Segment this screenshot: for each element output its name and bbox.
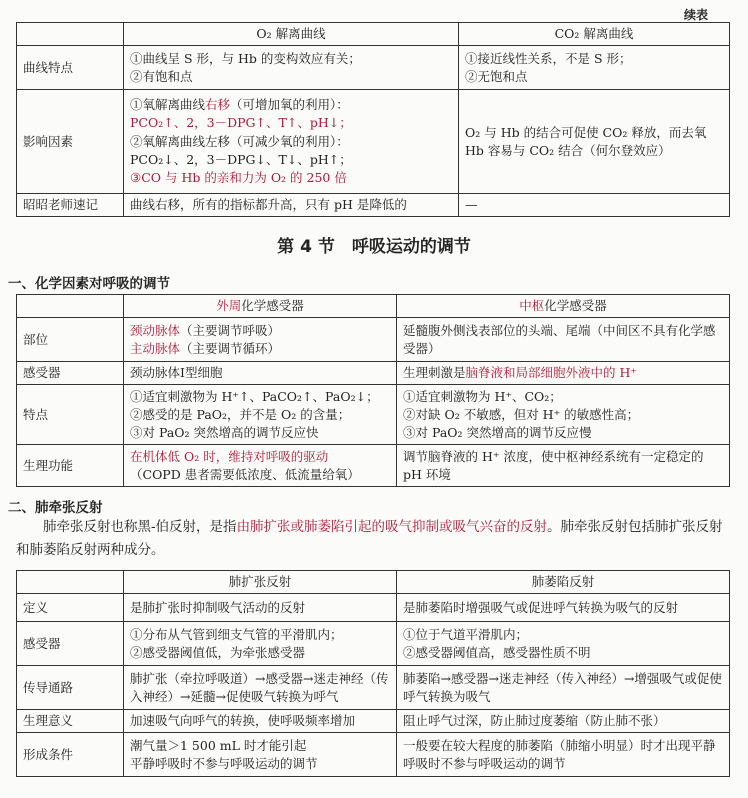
table-row bbox=[17, 666, 730, 710]
row-label: 形成条件 bbox=[17, 733, 124, 777]
cell: ①适宜刺激物为 H⁺↑、PaCO₂↑、PaO₂↓； ②感受的是 PaO₂，并不是 O₂ 的含量； ③对 PaO₂ 突然增高的调节反应快 bbox=[124, 385, 397, 445]
cell: 在机体低 O₂ 时，维持对呼吸的驱动 （COPD 患者需要低浓度、低流量给氧） bbox=[124, 445, 397, 487]
header-empty bbox=[17, 23, 124, 46]
table-row bbox=[17, 445, 730, 487]
cell: ①氧解离曲线右移（可增加氧的利用）： PCO₂↑、2，3－DPG↑、T↑、pH↓； ②氧解离曲线左移（可减少氧的利用）： PCO₂↓、2，3－DPG↓、T↓、pH↑； ③CO 与 Hb 的亲和力为 O₂ 的 250 倍 bbox=[124, 90, 459, 194]
cell: 潮气量＞1 500 mL 时才能引起 平静呼吸时不参与呼吸运动的调节 bbox=[124, 733, 397, 777]
table-header-row bbox=[17, 571, 730, 594]
table-row bbox=[17, 194, 730, 217]
heading-lung-stretch-reflex: 二、肺牵张反射 bbox=[8, 500, 103, 516]
row-label: 部位 bbox=[17, 318, 124, 362]
row-label: 曲线特点 bbox=[17, 46, 124, 90]
header-co2-curve: CO₂ 解离曲线 bbox=[459, 23, 730, 46]
row-label: 特点 bbox=[17, 385, 124, 445]
reflex-paragraph: 肺牵张反射也称黑-伯反射，是指由肺扩张或肺萎陷引起的吸气抑制或吸气兴奋的反射。肺牵张反射包括肺扩张反射和肺萎陷反射两种成分。 bbox=[16, 519, 723, 558]
table-row bbox=[17, 46, 730, 90]
header-central: 中枢化学感受器 bbox=[397, 295, 730, 318]
chemoreceptor-table bbox=[16, 294, 730, 487]
cell: 调节脑脊液的 H⁺ 浓度，使中枢神经系统有一定稳定的 pH 环境 bbox=[397, 445, 730, 487]
cell: 曲线右移，所有的指标都升高，只有 pH 是降低的 bbox=[124, 194, 459, 217]
cell: 加速吸气向呼气的转换，使呼吸频率增加 bbox=[124, 710, 397, 733]
table-header-row bbox=[17, 295, 730, 318]
cell: ①位于气道平滑肌内； ②感受器阈值高，感受器性质不明 bbox=[397, 622, 730, 666]
header-inflation-reflex: 肺扩张反射 bbox=[124, 571, 397, 594]
table-header-row bbox=[17, 23, 730, 46]
table-row bbox=[17, 710, 730, 733]
cell: ①曲线呈 S 形，与 Hb 的变构效应有关； ②有饱和点 bbox=[124, 46, 459, 90]
header-empty bbox=[17, 571, 124, 594]
table-row bbox=[17, 362, 730, 385]
table-row bbox=[17, 733, 730, 777]
header-o2-curve: O₂ 解离曲线 bbox=[124, 23, 459, 46]
cell: ①适宜刺激物为 H⁺、CO₂； ②对缺 O₂ 不敏感，但对 H⁺ 的敏感性高； ③对 PaO₂ 突然增高的调节反应慢 bbox=[397, 385, 730, 445]
table-row bbox=[17, 90, 730, 194]
cell: 肺扩张（牵拉呼吸道）→感受器→迷走神经（传入神经）→延髓→促使吸气转换为呼气 bbox=[124, 666, 397, 710]
cell: ①分布从气管到细支气管的平滑肌内； ②感受器阈值低，为牵张感受器 bbox=[124, 622, 397, 666]
cell: ①接近线性关系，不是 S 形； ②无饱和点 bbox=[459, 46, 730, 90]
header-deflation-reflex: 肺萎陷反射 bbox=[397, 571, 730, 594]
row-label: 感受器 bbox=[17, 362, 124, 385]
row-label: 感受器 bbox=[17, 622, 124, 666]
cell: 是肺扩张时抑制吸气活动的反射 bbox=[124, 594, 397, 622]
section-title: 第 4 节 呼吸运动的调节 bbox=[277, 237, 471, 257]
table-row bbox=[17, 622, 730, 666]
row-label: 生理意义 bbox=[17, 710, 124, 733]
oxygen-co2-curve-table bbox=[16, 22, 730, 217]
cell: 生理刺激是脑脊液和局部细胞外液中的 H⁺ bbox=[397, 362, 730, 385]
row-label: 影响因素 bbox=[17, 90, 124, 194]
row-label: 昭昭老师速记 bbox=[17, 194, 124, 217]
lung-reflex-table bbox=[16, 570, 730, 777]
cell: — bbox=[459, 194, 730, 217]
header-peripheral: 外周化学感受器 bbox=[124, 295, 397, 318]
cell: 一般要在较大程度的肺萎陷（肺缩小明显）时才出现平静呼吸时不参与呼吸运动的调节 bbox=[397, 733, 730, 777]
cell: O₂ 与 Hb 的结合可促使 CO₂ 释放，而去氧 Hb 容易与 CO₂ 结合（何尔登效应） bbox=[459, 90, 730, 194]
cell: 阻止呼气过深，防止肺过度萎缩（防止肺不张） bbox=[397, 710, 730, 733]
table-row bbox=[17, 318, 730, 362]
cell: 颈动脉体（主要调节呼吸） 主动脉体（主要调节循环） bbox=[124, 318, 397, 362]
table-row bbox=[17, 594, 730, 622]
cell: 颈动脉体Ⅰ型细胞 bbox=[124, 362, 397, 385]
continued-label: 续表 bbox=[683, 8, 708, 22]
row-label: 传导通路 bbox=[17, 666, 124, 710]
row-label: 定义 bbox=[17, 594, 124, 622]
heading-chemical-regulation: 一、化学因素对呼吸的调节 bbox=[8, 276, 170, 292]
row-label: 生理功能 bbox=[17, 445, 124, 487]
header-empty bbox=[17, 295, 124, 318]
cell: 肺萎陷→感受器→迷走神经（传入神经）→增强吸气或促使呼气转换为吸气 bbox=[397, 666, 730, 710]
table-row bbox=[17, 385, 730, 445]
cell: 延髓腹外侧浅表部位的头端、尾端（中间区不具有化学感受器） bbox=[397, 318, 730, 362]
cell: 是肺萎陷时增强吸气或促进呼气转换为吸气的反射 bbox=[397, 594, 730, 622]
